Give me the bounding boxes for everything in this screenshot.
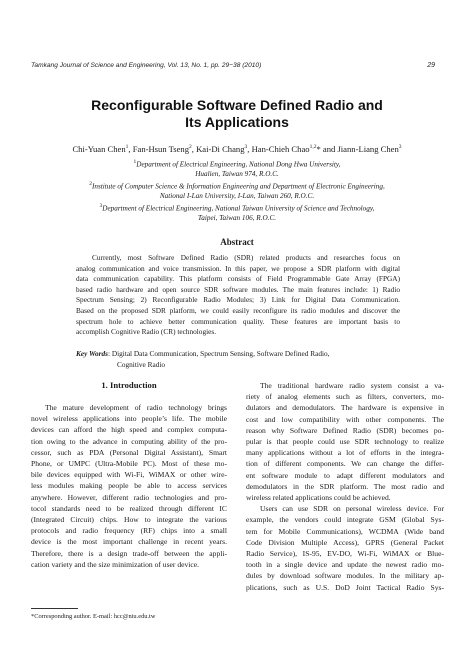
body-line: anywhere. However, different radio technologies and pro- <box>31 492 227 502</box>
keywords-list: : Digital Data Communication, Spectrum Sensing, Software Defined Radio, <box>107 349 330 358</box>
body-line: bile devices equipped with Wi-Fi, WiMAX or other wire- <box>31 470 227 480</box>
keywords <box>76 349 406 370</box>
affiliation-line: National I-Lan University, I-Lan, Taiwan 260, R.O.C. <box>159 192 315 201</box>
abstract-body <box>76 253 400 338</box>
affiliation-line: Taipei, Taiwan 106, R.O.C. <box>197 214 277 223</box>
body-line: less modules making people be able to access services <box>31 481 227 491</box>
body-line: riety of analog elements such as filters, converters, mo- <box>246 392 444 402</box>
corresponding-star: * <box>316 143 321 154</box>
author-mark: 1 <box>125 144 129 150</box>
abstract-line: analog communication and voice transmission. In this paper, we propose a SDR platform with digital <box>76 263 400 273</box>
body-line: tem for Mobile Communications), WCDMA (Wide band <box>246 526 444 536</box>
author-name: Chi-Yuan Chen <box>72 143 126 154</box>
page-number: 29 <box>427 62 435 69</box>
section-heading: 1. Introduction <box>101 380 157 390</box>
keywords-list-continued: Cognitive Radio <box>117 359 166 369</box>
abstract-line: based radio hardware and open source SDR software modules. The main features include: 1) Radio <box>76 284 400 294</box>
footnote: *Corresponding author. E-mail: hcc@niu.edu.tw <box>31 613 156 620</box>
abstract-line: spectrum hole to achieve better communication quality. These features are important basis to <box>76 316 400 326</box>
body-line: wireless related applications could be achieved. <box>246 493 391 503</box>
author-separator: , <box>247 143 252 154</box>
intro-paragraph-1 <box>31 402 227 570</box>
author-mark: 3 <box>398 144 402 150</box>
body-line: example, the vendors could integrate GSM (Global Sys- <box>246 515 444 525</box>
body-line: devices can afford the high speed and complex computa- <box>31 425 227 435</box>
title-line-2: Its Applications <box>185 114 289 130</box>
body-line: tocol standards need to be realized through different IC <box>31 503 227 513</box>
body-line: novel wireless applications into people’s life. The mobile <box>31 414 227 424</box>
body-line: dulators and demodulators. The hardware is expensive in <box>246 403 444 413</box>
author-separator: , <box>191 143 197 154</box>
author-name: Jiann-Liang Chen <box>337 143 399 154</box>
affiliation-mark: 2 <box>89 180 92 187</box>
abstract-line: accomplish Cognitive Radio (CR) technologies. <box>76 327 217 337</box>
affiliation <box>0 180 474 192</box>
author-mark: 1,2 <box>309 144 317 150</box>
affiliation-line: Institute of Computer Science & Information Engineering and Department of Electronic Engineering, <box>91 182 385 191</box>
body-line: The traditional hardware radio system consist a va- <box>260 381 444 390</box>
author-mark: 3 <box>244 144 248 150</box>
abstract-line: Based on the proposed SDR platform, we could easily reconfigure its radio modules and discover the <box>76 305 400 315</box>
affiliation-mark: 1 <box>133 159 137 165</box>
abstract-line: Currently, most Software Defined Radio (SDR) related products and researches focus on <box>92 253 400 262</box>
abstract-heading: Abstract <box>220 237 254 247</box>
author-mark: 2 <box>189 144 192 150</box>
intro-paragraph-3 <box>246 503 444 593</box>
body-line: plications, such as U.S. DoD Joint Tactical Radio Sys- <box>246 582 444 592</box>
body-line: Radio Service), IS-95, EV-DO, Wi-Fi, WiMAX or Blue- <box>246 549 444 559</box>
author-name: Han-Chieh Chao <box>251 143 310 154</box>
footnote-divider <box>31 608 78 609</box>
intro-paragraph-2 <box>246 380 444 503</box>
body-line: pular is that people could use SDR technology to realize <box>246 437 444 447</box>
left-column <box>31 380 227 570</box>
affiliation-line: Department of Electrical Engineering, National Taiwan University of Science and Technology, <box>102 204 375 213</box>
keywords-label: Key Words <box>76 349 108 358</box>
body-line: tion of different components. We can change the differ- <box>246 459 444 469</box>
author-separator: and <box>320 143 338 154</box>
body-line: cation variety and the size minimization of user device. <box>31 559 200 569</box>
right-column <box>246 380 444 593</box>
body-line: ent software module to adapt different modulators and <box>246 470 444 480</box>
author-separator: , <box>128 143 133 154</box>
body-line: many applications without a lot of efforts in the integra- <box>246 448 444 458</box>
body-line: cessor, such as PDA (Personal Digital Assistant), Smart <box>31 447 227 457</box>
body-line: tooth in a single device and update the newest radio mo- <box>246 560 444 570</box>
paper-title <box>0 97 474 131</box>
affiliation-line: Hualien, Taiwan 974, R.O.C. <box>195 170 279 179</box>
body-line: Users can use SDR on personal wireless device. For <box>260 504 444 514</box>
author-name: Fan-Hsun Tseng <box>132 143 190 154</box>
affiliation <box>0 158 474 170</box>
body-line: Code Division Multiple Access), GPRS (General Packet <box>246 537 444 547</box>
body-line: device is the most important challenge in recent years. <box>31 537 227 547</box>
body-line: (Integrated Circuit) chips. How to integrate the various <box>31 515 227 525</box>
body-line: demodulators in the SDR platform. The most radio and <box>246 481 444 491</box>
affiliation <box>0 202 474 214</box>
running-head: Tamkang Journal of Science and Engineering, Vol. 13, No. 1, pp. 29−38 (2010) <box>31 62 262 69</box>
body-line: Phone, or UMPC (Ultra-Mobile PC). Most of these mo- <box>31 459 227 469</box>
author-name: Kai-Di Chang <box>196 143 245 154</box>
body-line: protocols and radio frequency (RF) chips into a small <box>31 526 227 536</box>
body-line: The mature development of radio technology brings <box>45 403 227 412</box>
body-line: cost and low compatibility with other components. The <box>246 414 444 424</box>
affiliation-line: Department of Electrical Engineering, National Dong Hwa University, <box>136 160 341 169</box>
title-line-1: Reconfigurable Software Defined Radio and <box>91 97 383 113</box>
abstract-line: Spectrum Sensing; 2) Reconfigurable Radio Modules; 3) Link for Digital Data Communication. <box>76 295 400 305</box>
abstract-line: data communication capability. This platform consists of Field Programmable Gate Array (FPGA) <box>76 274 400 284</box>
affiliation-list <box>0 158 474 224</box>
body-line: Therefore, there is a design trade-off between the appli- <box>31 548 227 558</box>
affiliation-mark: 3 <box>99 202 103 209</box>
author-list <box>0 142 474 155</box>
body-line: dules by download software modules. In the military ap- <box>246 571 444 581</box>
body-line: tion owing to the advance in computing ability of the pro- <box>31 436 227 446</box>
body-line: reason why Software Defined Radio (SDR) becomes po- <box>246 425 444 435</box>
